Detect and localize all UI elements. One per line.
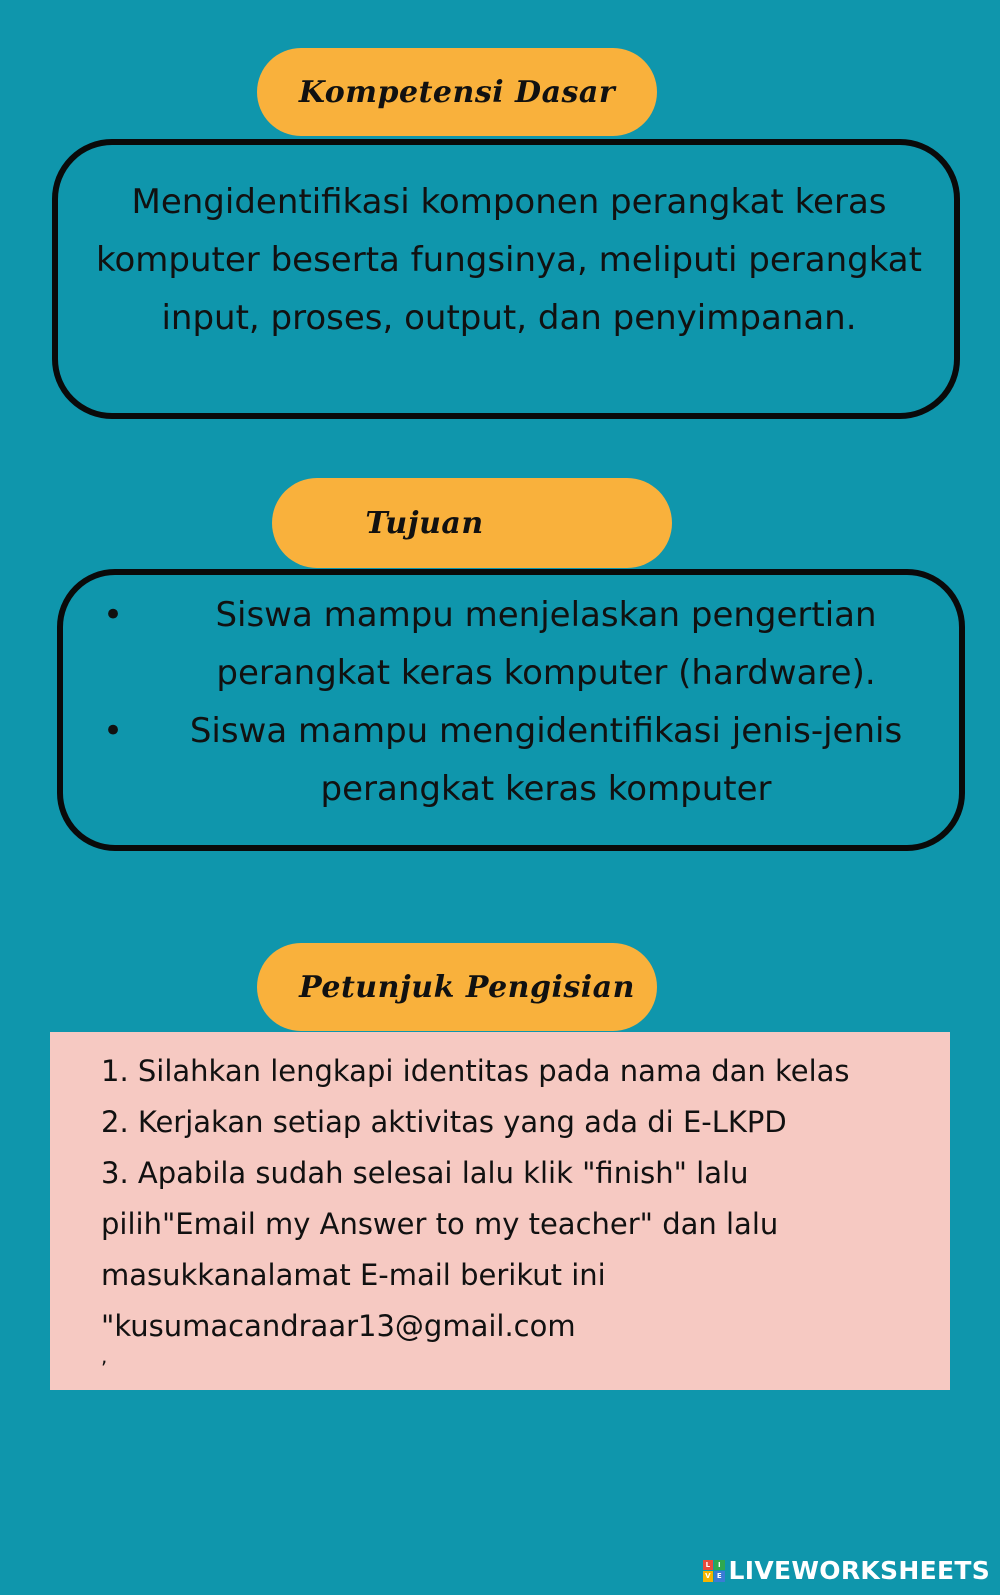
heading-tujuan	[272, 478, 672, 568]
logo-letter: L	[703, 1560, 714, 1571]
kompetensi-dasar-box	[52, 139, 960, 419]
tujuan-item-text: Siswa mampu mengidentifikasi jenis-jenis perangkat keras komputer	[189, 711, 903, 809]
petunjuk-line: pilih"Email my Answer to my teacher" dan lalu	[101, 1207, 779, 1241]
petunjuk-line: 1. Silahkan lengkapi identitas pada nama dan kelas	[101, 1054, 850, 1088]
bullet-icon: •	[103, 711, 124, 751]
heading-tujuan-label: Tujuan	[365, 505, 484, 541]
heading-petunjuk-pengisian	[257, 943, 657, 1031]
kompetensi-dasar-text: Mengidentifikasi komponen perangkat keras komputer beserta fungsinya, meliputi perangkat input, proses, output, dan penyimpanan.	[96, 182, 922, 338]
liveworksheets-brand	[703, 1556, 990, 1585]
tujuan-item	[103, 586, 929, 702]
liveworksheets-logo-icon	[703, 1560, 725, 1582]
tujuan-item-text: Siswa mampu menjelaskan pengertian perangkat keras komputer (hardware).	[215, 595, 877, 693]
heading-kompetensi-dasar	[257, 48, 657, 136]
trailing-mark: ,	[101, 1344, 108, 1368]
petunjuk-line: masukkanalamat E-mail berikut ini	[101, 1258, 606, 1292]
logo-letter: V	[703, 1571, 714, 1582]
bullet-icon: •	[103, 595, 124, 635]
heading-petunjuk-pengisian-label: Petunjuk Pengisian	[299, 969, 635, 1005]
heading-kompetensi-dasar-label: Kompetensi Dasar	[298, 74, 616, 110]
petunjuk-line: 2. Kerjakan setiap aktivitas yang ada di E-LKPD	[101, 1105, 787, 1139]
tujuan-box	[57, 569, 965, 851]
petunjuk-line: 3. Apabila sudah selesai lalu klik "finish" lalu	[101, 1156, 749, 1190]
tujuan-item	[103, 702, 929, 818]
liveworksheets-wordmark: LIVEWORKSHEETS	[728, 1556, 990, 1585]
petunjuk-box	[50, 1032, 950, 1390]
logo-letter: I	[714, 1560, 725, 1571]
petunjuk-list	[101, 1046, 930, 1352]
logo-letter: E	[714, 1571, 725, 1582]
petunjuk-email-line: "kusumacandraar13@gmail.com	[101, 1309, 576, 1343]
